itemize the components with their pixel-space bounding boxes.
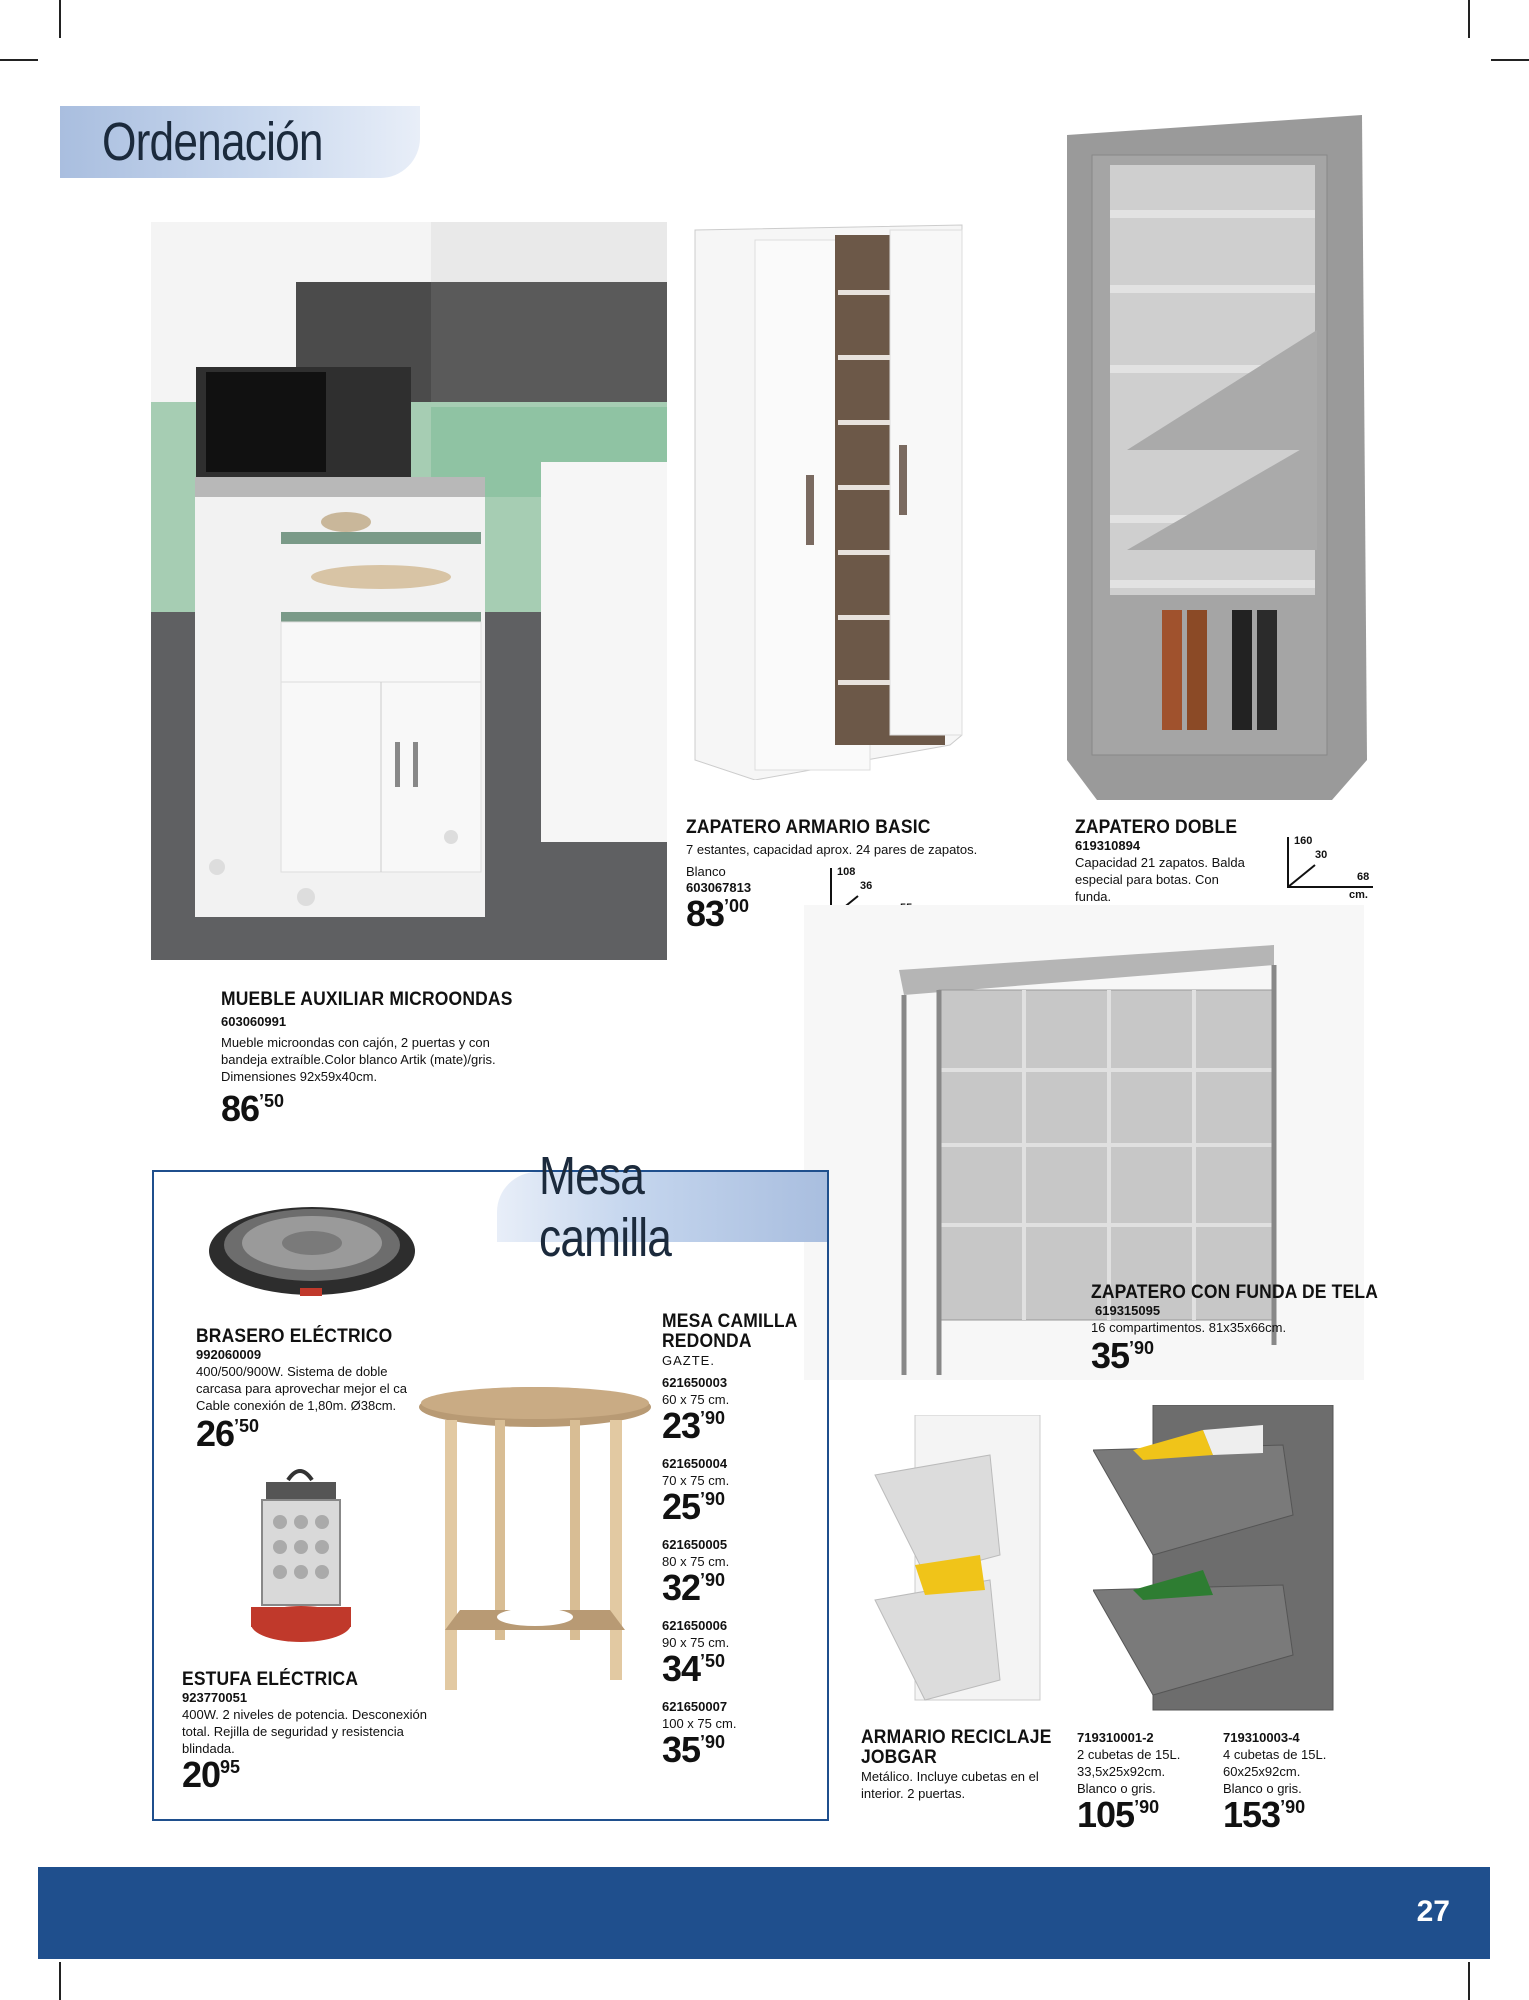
price-integer: 32	[662, 1567, 701, 1608]
price-decimal: ’50	[259, 1091, 285, 1111]
product-code: 619310894	[1075, 838, 1141, 853]
variant-item	[662, 1699, 812, 1780]
variant-item	[662, 1375, 812, 1456]
armario-reciclaje-white-photo	[870, 1415, 1045, 1705]
price-decimal: ’90	[1129, 1338, 1155, 1358]
crop-mark	[59, 0, 61, 38]
variant-price	[662, 1567, 812, 1608]
variant-line: Blanco o gris.	[1077, 1781, 1156, 1796]
product-description: 400/500/900W. Sistema de doble carcasa para aprovechar mejor el ca Cable conexión de 1,80m. Ø38cm.	[196, 1364, 407, 1413]
product-title: MESA CAMILLA	[662, 1311, 798, 1332]
price-integer: 83	[686, 893, 725, 934]
price-integer: 105	[1077, 1794, 1135, 1835]
product-title: JOBGAR	[861, 1747, 937, 1768]
product-zapatero-tela	[1091, 1282, 1379, 1376]
product-title: ESTUFA ELÉCTRICA	[182, 1669, 359, 1690]
price-decimal: ’00	[724, 896, 750, 916]
price-integer: 86	[221, 1088, 260, 1129]
product-code: 603060991	[221, 1014, 287, 1029]
variant-line: 33,5x25x92cm.	[1077, 1764, 1166, 1779]
product-description: Capacidad 21 zapatos. Balda especial para botas. Con funda.	[1075, 855, 1245, 904]
variant-price	[662, 1486, 812, 1527]
product-title: ARMARIO RECICLAJE	[861, 1727, 1052, 1748]
product-description: Mueble microondas con cajón, 2 puertas y con bandeja extraíble.Color blanco Artik (mate)/gris. Dimensiones 92x59x40cm.	[221, 1035, 496, 1084]
product-mueble-microondas	[221, 990, 551, 1127]
price-decimal: ’50	[234, 1416, 260, 1436]
mesa-camilla-photo	[415, 1385, 655, 1705]
product-description: 16 compartimentos. 81x35x66cm.	[1091, 1320, 1287, 1335]
variant-size: 60 x 75 cm.	[662, 1392, 730, 1407]
variant-item	[662, 1537, 812, 1618]
variant-line: 2 cubetas de 15L.	[1077, 1747, 1181, 1762]
price-decimal: 95	[220, 1757, 241, 1777]
price-integer: 34	[662, 1648, 701, 1689]
variant-size: 70 x 75 cm.	[662, 1473, 730, 1488]
variant-code: 621650003	[662, 1375, 728, 1390]
price-decimal: ’50	[700, 1651, 726, 1671]
price-decimal: ’90	[700, 1408, 726, 1428]
zapatero-doble-photo	[1032, 110, 1372, 820]
price-integer: 20	[182, 1754, 221, 1795]
variant-code: 621650004	[662, 1456, 728, 1471]
variant-line: 60x25x92cm.	[1223, 1764, 1301, 1779]
price-integer: 23	[662, 1405, 701, 1446]
price-decimal: ’90	[1280, 1797, 1306, 1817]
price-integer: 35	[1091, 1335, 1130, 1376]
product-title: ZAPATERO DOBLE	[1075, 817, 1238, 838]
variant-code: 719310001-2	[1077, 1730, 1154, 1745]
product-price	[196, 1413, 446, 1454]
variant-price	[1077, 1794, 1217, 1835]
variant-price	[662, 1729, 812, 1770]
price-integer: 35	[662, 1729, 701, 1770]
crop-mark	[0, 59, 38, 61]
zapatero-basic-photo	[690, 215, 965, 780]
dimension-height: 160	[1294, 835, 1313, 847]
variant-price	[662, 1648, 812, 1689]
product-code: 619315095	[1095, 1303, 1161, 1318]
crop-mark	[1468, 0, 1470, 38]
dimension-height: 108	[837, 866, 856, 878]
variant-code: 719310003-4	[1223, 1730, 1300, 1745]
price-decimal: ’90	[700, 1732, 726, 1752]
price-integer: 25	[662, 1486, 701, 1527]
variant-item	[662, 1618, 812, 1699]
zapatero-basic-illustration	[690, 215, 965, 780]
product-price	[182, 1754, 462, 1795]
zapatero-doble-illustration	[1032, 110, 1372, 820]
dimension-depth: 36	[860, 880, 873, 892]
variant-item	[662, 1456, 812, 1537]
product-title: ZAPATERO CON FUNDA DE TELA	[1091, 1282, 1379, 1303]
microwave-cart-illustration	[151, 222, 667, 960]
section-banner-mesa-camilla	[497, 1146, 827, 1268]
product-title: REDONDA	[662, 1331, 752, 1352]
product-brand: GAZTE.	[662, 1353, 715, 1368]
product-mesa-camilla	[662, 1312, 812, 1780]
variant-size: 80 x 75 cm.	[662, 1554, 730, 1569]
product-code: 923770051	[182, 1690, 248, 1705]
product-title: MUEBLE AUXILIAR MICROONDAS	[221, 989, 513, 1010]
section-banner-ordenacion	[60, 106, 420, 178]
product-description: 400W. 2 niveles de potencia. Desconexión total. Rejilla de seguridad y resistencia blindada.	[182, 1707, 427, 1756]
armario-variant-1	[1077, 1730, 1217, 1833]
dimensions-diagram	[1285, 835, 1375, 905]
variant-code: 621650007	[662, 1699, 728, 1714]
variant-line: 4 cubetas de 15L.	[1223, 1747, 1327, 1762]
product-code: 992060009	[196, 1347, 262, 1362]
dimension-unit: cm.	[1349, 889, 1368, 901]
variant-price	[662, 1405, 812, 1446]
estufa-photo	[248, 1462, 353, 1647]
price-decimal: ’90	[700, 1489, 726, 1509]
dimension-width: 68	[1357, 871, 1370, 883]
variant-price	[1223, 1794, 1363, 1835]
microwave-cart-photo	[151, 222, 667, 960]
price-integer: 153	[1223, 1794, 1281, 1835]
variant-code: 621650005	[662, 1537, 728, 1552]
product-description: Metálico. Incluye cubetas en el interior. 2 puertas.	[861, 1769, 1039, 1801]
variant-list	[662, 1375, 812, 1780]
product-description: 7 estantes, capacidad aprox. 24 pares de zapatos.	[686, 842, 978, 857]
variant-line: Blanco o gris.	[1223, 1781, 1302, 1796]
product-price	[1091, 1335, 1351, 1376]
crop-mark	[1491, 59, 1529, 61]
product-title: ZAPATERO ARMARIO BASIC	[686, 817, 931, 838]
price-integer: 26	[196, 1413, 235, 1454]
product-brasero	[196, 1327, 446, 1452]
section-title: Mesa camilla	[539, 1146, 672, 1268]
dimension-depth: 30	[1315, 849, 1328, 861]
crop-mark	[1468, 1962, 1470, 2000]
crop-mark	[59, 1962, 61, 2000]
product-color: Blanco	[686, 864, 726, 879]
page-number: 27	[1416, 1895, 1450, 1928]
armario-reciclaje-grey-photo	[1093, 1405, 1338, 1715]
product-code: 603067813	[686, 880, 752, 895]
variant-size: 100 x 75 cm.	[662, 1716, 737, 1731]
product-title: BRASERO ELÉCTRICO	[196, 1326, 393, 1347]
section-title: Ordenación	[102, 112, 323, 172]
armario-variant-2	[1223, 1730, 1363, 1833]
price-decimal: ’90	[1134, 1797, 1160, 1817]
product-price	[221, 1088, 551, 1129]
brasero-photo	[205, 1195, 420, 1300]
variant-code: 621650006	[662, 1618, 728, 1633]
product-armario-reciclaje	[861, 1728, 1061, 1802]
price-decimal: ’90	[700, 1570, 726, 1590]
variant-size: 90 x 75 cm.	[662, 1635, 730, 1650]
footer-bar	[38, 1867, 1490, 1959]
